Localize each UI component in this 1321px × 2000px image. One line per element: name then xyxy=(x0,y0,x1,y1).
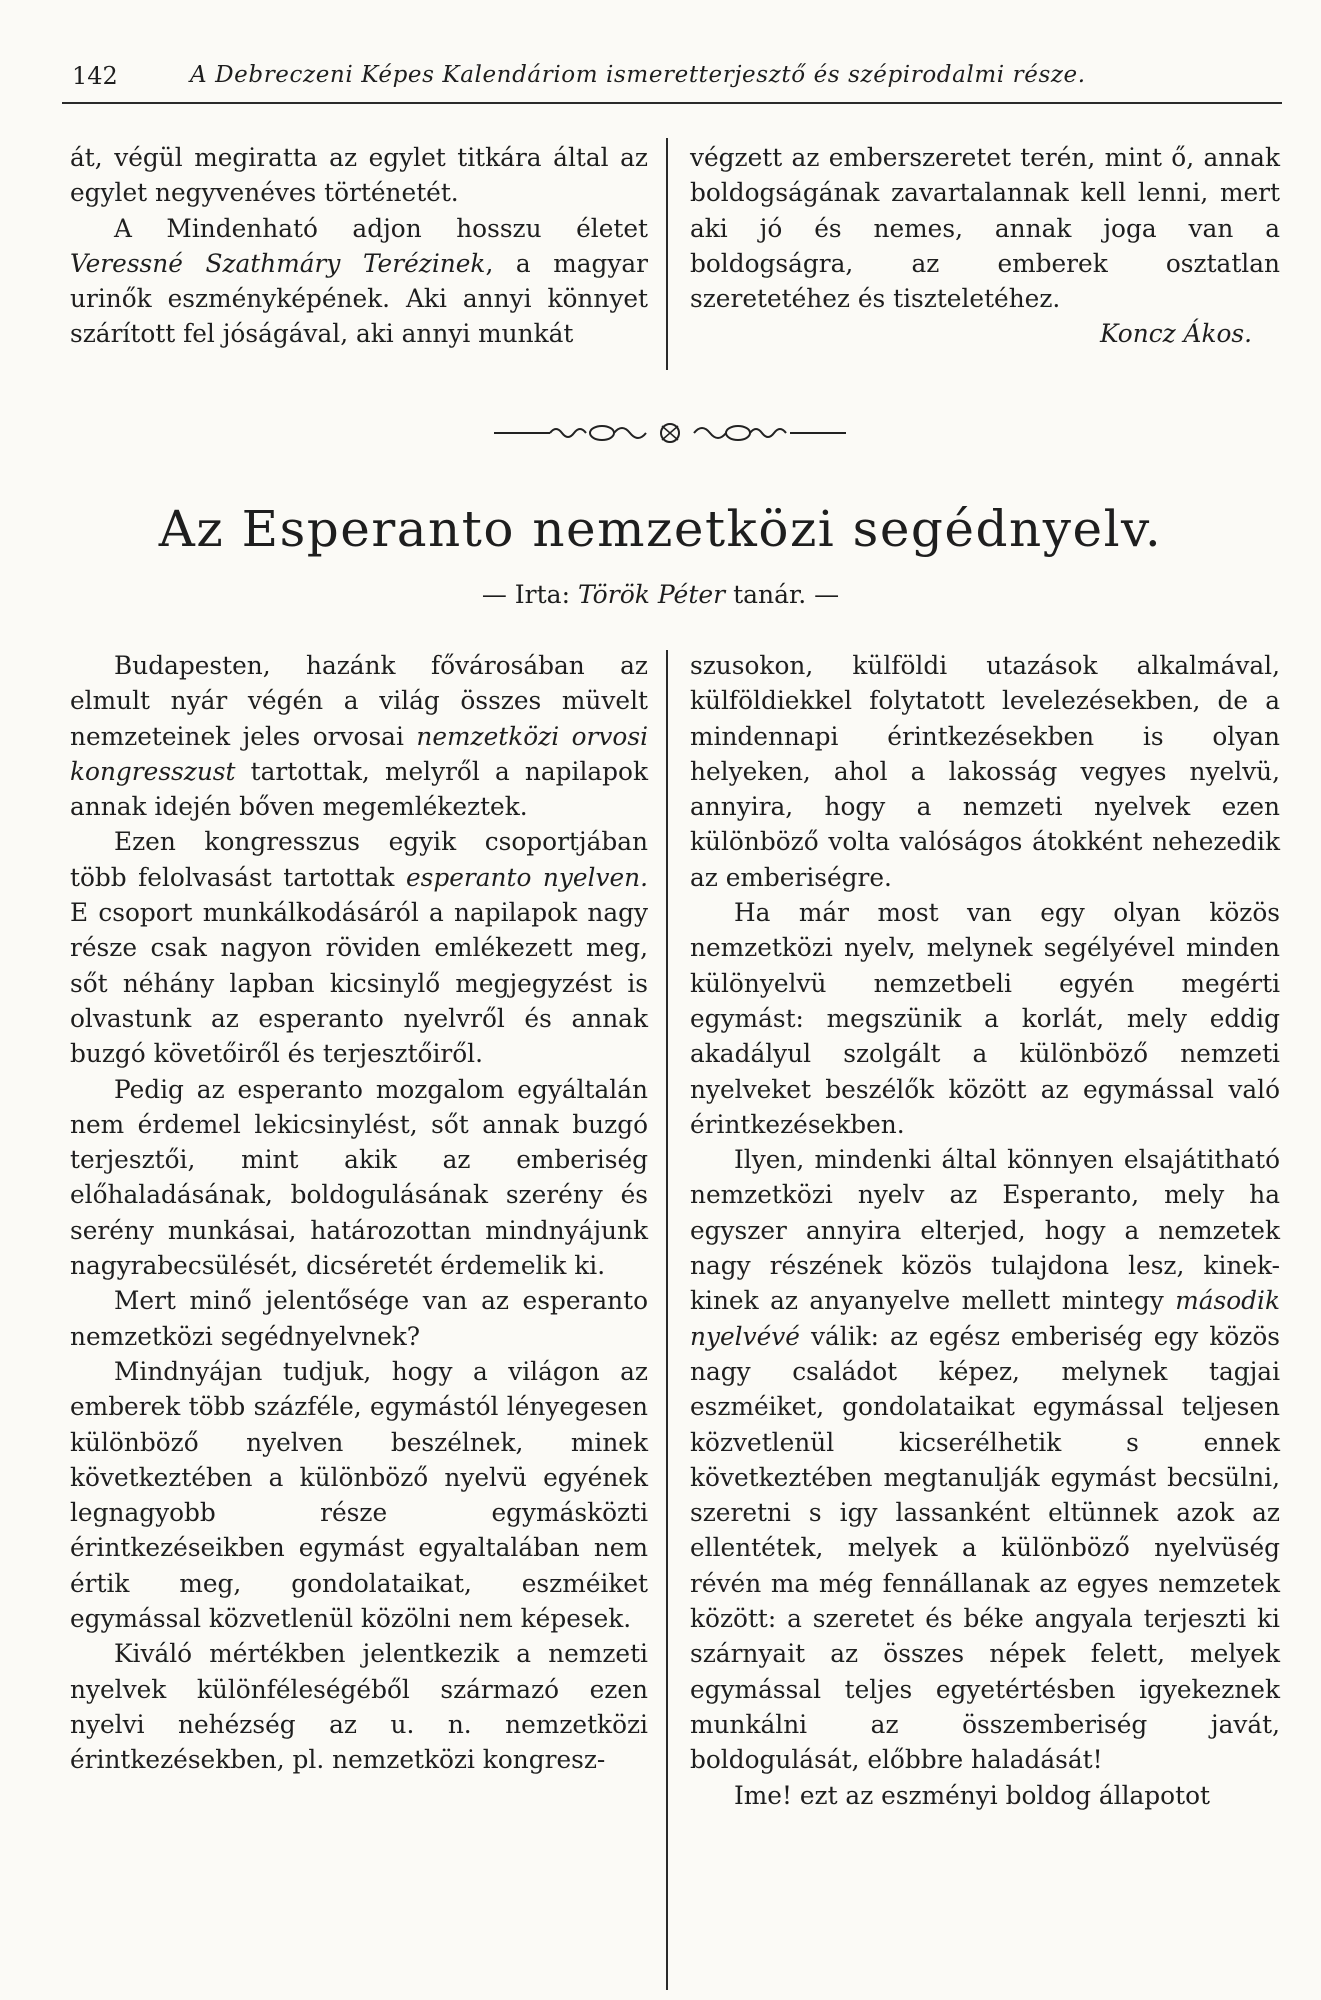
paragraph: Kiváló mértékben jelentkezik a nemzeti nyelvek különféleségéből származó ezen nyelvi nehézség az u. n. nemzetközi érintkezésekben, pl. nemzetközi kongresz- xyxy=(70,1639,648,1775)
article-right-column xyxy=(690,648,1280,1813)
paragraph: Mindnyájan tudjuk, hogy a világon az emberek több százféle, egymástól lényegesen különböző nyelven beszélnek, minek következtében a különböző nyelvü egyének legnagyobb része egymásközti érintkezéseikben egymást egyaltalában nem értik meg, gondolataikat, eszméiket egymással közvetlenül közölni nem képesek. xyxy=(70,1356,648,1634)
paragraph: Ha már most van egy olyan közös nemzetközi nyelv, melynek segélyével minden különyelvü nemzetbeli egyén megérti egymást: megszünik a korlát, mely eddig akadályul szolgált a különböző nemzeti nyelveket beszélők között az egymással való érintkezésekben. xyxy=(690,898,1280,1139)
paragraph: Ilyen, mindenki által könnyen elsajátitható nemzetközi nyelv az Esperanto, mely ha egyszer annyira elterjed, hogy a nemzetek nagy részének közös tulajdona lesz, kinek-kinek az anyanyelve mellett mintegy második nyelvévé válik: az egész emberiség egy közös nagy családot képez, melynek tagjai eszméiket, gondolataikat egymással teljesen közvetlenül kicserélhetik s ennek következtében megtanulják egymást becsülni, szeretni s igy lassanként eltünnek azok az ellentétek, melyek a különböző nyelvüség révén ma még fennállanak az egyes nemzetek között: a szeretet és béke angyala terjeszti ki szárnyait az összes népek felett, melyek egymással teljes egyetértésben igyekeznek munkálni az összemberiség javát, boldogulását, előbbre haladását! xyxy=(690,1145,1280,1775)
top-left-paragraph: A Mindenható adjon hosszu életet Veressné Szathmáry Terézinek, a magyar urinők eszményképének. Aki annyi könnyet szárított fel jóságával, aki annyi munkát xyxy=(70,213,649,349)
page-header xyxy=(62,62,1282,104)
article-title: Az Esperanto nemzetközi segédnyelv. xyxy=(158,500,1163,558)
paragraph: Ezen kongresszus egyik csoportjában több felolvasást tartottak esperanto nyelven. E csoport munkálkodásáról a napilapok nagy része csak nagyon röviden emlékezett meg, sőt néhány lapban kicsinylő megjegyzést is olvastunk az esperanto nyelvről és annak buzgó követőiről és terjesztőiről. xyxy=(70,827,648,1069)
page-number: 142 xyxy=(72,62,118,90)
top-left-column xyxy=(70,140,648,352)
paragraph: Pedig az esperanto mozgalom egyáltalán nem érdemel lekicsinylést, sőt annak buzgó terjesztői, mint akik az emberiség előhaladásának, boldogulásának szerény és serény munkásai, határozottan mindnyájunk nagyrabecsülését, dicséretét érdemelik ki. xyxy=(70,1074,648,1281)
signature: Koncz Ákos. xyxy=(1099,319,1252,349)
article-left-column xyxy=(70,648,648,1778)
paragraph: Budapesten, hazánk fővárosában az elmult nyár végén a világ összes müvelt nemzeteinek jeles orvosai nemzetközi orvosi kongresszust tartottak, melyről a napilapok annak idején bőven megemlékeztek. xyxy=(70,651,649,822)
top-left-paragraph: át, végül megiratta az egylet titkára által az egylet negyvenéves történetét. xyxy=(70,143,648,208)
column-rule-top xyxy=(666,138,668,370)
top-right-column xyxy=(690,140,1280,352)
running-title: A Debreczeni Képes Kalendáriom ismeretterjesztő és szépirodalmi része. xyxy=(190,62,1086,88)
paragraph: Mert minő jelentősége van az esperanto nemzetközi segédnyelvnek? xyxy=(70,1286,648,1351)
ornament-divider xyxy=(490,418,850,448)
column-rule-article xyxy=(666,650,668,1990)
byline: — Irta: Török Péter tanár. — xyxy=(481,580,840,609)
top-right-paragraph: végzett az emberszeretet terén, mint ő, annak boldogságának zavartalannak kell lenni, mert aki jó és nemes, annak joga van a boldogságra, az emberek osztatlan szeretetéhez és tiszteletéhez. xyxy=(690,143,1280,314)
author-name: Török Péter xyxy=(577,580,726,609)
honoree-name: Veressné Szathmáry Terézinek xyxy=(70,248,486,278)
paragraph: szusokon, külföldi utazások alkalmával, külföldiekkel folytatott levelezésekben, de a mindennapi érintkezésekben is olyan helyeken, ahol a lakosság vegyes nyelvü, annyira, hogy a nemzeti nyelvek ezen különböző volta valóságos átokként nehezedik az emberiségre. xyxy=(690,651,1280,892)
paragraph: Ime! ezt az eszményi boldog állapotot xyxy=(734,1780,1210,1810)
